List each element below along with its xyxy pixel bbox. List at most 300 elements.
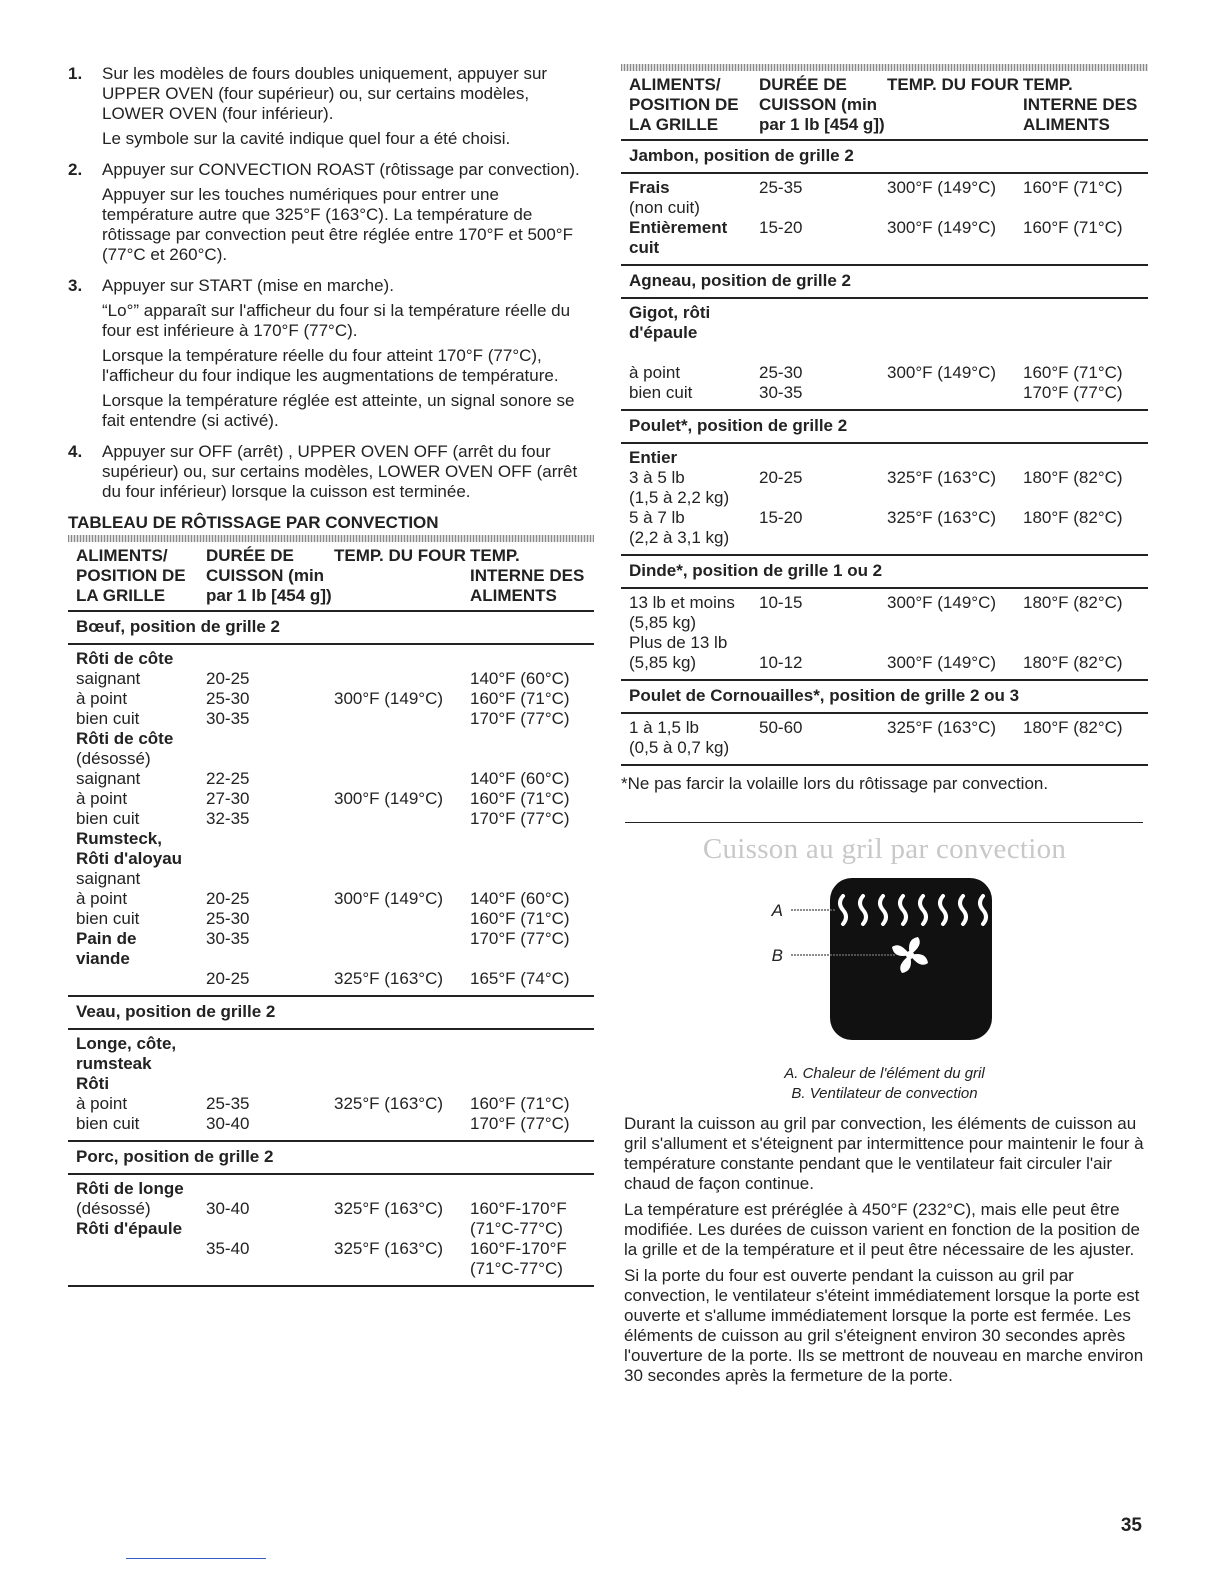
table-cell xyxy=(1023,613,1148,633)
table-cell xyxy=(759,738,887,758)
table-cell xyxy=(887,343,1023,363)
step-text: Lorsque la température réglée est atteinte, un signal sonore se fait entendre (si activé). xyxy=(102,391,575,430)
table-cell: 300°F (149°C) xyxy=(334,889,444,908)
section-title: Cuisson au gril par convection xyxy=(702,833,1067,865)
table-row xyxy=(629,238,1148,258)
table-cell: Plus de 13 lb xyxy=(629,633,728,652)
table-cell: 180°F (82°C) xyxy=(1023,718,1123,737)
table-cell: Gigot, rôti xyxy=(629,303,711,322)
table-section-rows xyxy=(621,299,1148,411)
table-cell xyxy=(76,1259,206,1279)
table-cell: Rôti de longe xyxy=(76,1179,184,1198)
table-cell: 180°F (82°C) xyxy=(1023,653,1123,672)
table-cell xyxy=(887,303,1023,323)
table-cell: bien cuit xyxy=(76,909,140,928)
table-cell xyxy=(206,849,334,869)
table-cell: (0,5 à 0,7 kg) xyxy=(629,738,730,757)
table-row xyxy=(76,829,594,849)
step-number: 4. xyxy=(68,442,83,461)
table-cell: à point xyxy=(76,789,128,808)
table-cell: 25-35 xyxy=(759,178,803,197)
table-cell xyxy=(334,729,470,749)
roast-table-left xyxy=(68,612,594,1287)
table-row xyxy=(76,749,594,769)
step-text: Appuyer sur OFF (arrêt) , UPPER OVEN OFF (arrêt du four supérieur) ou, sur certains modèles, LOWER OVEN OFF (arrêt du four inférieur) lorsque la cuisson est terminée. xyxy=(102,442,578,501)
table-cell: (1,5 à 2,2 kg) xyxy=(629,488,730,507)
table-cell: 170°F (77°C) xyxy=(470,929,570,948)
table-row xyxy=(76,1239,594,1259)
table-cell: 50-60 xyxy=(759,718,803,737)
step-body xyxy=(102,442,594,507)
step-item xyxy=(68,442,594,507)
table-cell xyxy=(759,323,887,343)
table-cell xyxy=(759,633,887,653)
oven-diagram-svg xyxy=(621,878,1148,1056)
table-row xyxy=(76,949,594,969)
step-body xyxy=(102,276,594,436)
table-row xyxy=(76,889,594,909)
table-cell xyxy=(334,909,470,929)
step-item xyxy=(68,64,594,154)
table-cell xyxy=(334,949,470,969)
table-cell: 20-25 xyxy=(759,468,803,487)
table-cell xyxy=(470,869,594,889)
table-row xyxy=(76,649,594,669)
table-cell: saignant xyxy=(76,769,141,788)
caption-b: B. Ventilateur de convection xyxy=(791,1085,978,1102)
table-cell: 300°F (149°C) xyxy=(887,218,997,237)
table-cell xyxy=(334,1054,470,1074)
table-cell: cuit xyxy=(629,238,660,257)
table-row xyxy=(629,528,1148,548)
table-cell: 160°F (71°C) xyxy=(1023,363,1123,382)
table-cell xyxy=(887,198,1023,218)
table-cell: Rôti de côte xyxy=(76,729,174,748)
step-body xyxy=(102,160,594,270)
table-cell: Rôti d'aloyau xyxy=(76,849,183,868)
table-cell xyxy=(334,769,470,789)
table-row xyxy=(629,363,1148,383)
table-cell: 160°F (71°C) xyxy=(470,1094,570,1113)
table-cell: (71°C-77°C) xyxy=(470,1219,563,1238)
table-cell xyxy=(887,738,1023,758)
table-cell xyxy=(334,1179,470,1199)
table-cell xyxy=(334,649,470,669)
table-cell: 160°F (71°C) xyxy=(470,689,570,708)
table-cell xyxy=(470,849,594,869)
table-cell: (désossé) xyxy=(76,1199,151,1218)
label-b: B xyxy=(771,946,783,965)
table-cell xyxy=(206,1034,334,1054)
table-cell xyxy=(759,238,887,258)
table-cell xyxy=(334,849,470,869)
table-row xyxy=(76,809,594,829)
table-cell xyxy=(1023,198,1148,218)
table-cell xyxy=(334,709,470,729)
table-cell: 10-12 xyxy=(759,653,803,672)
table-row xyxy=(629,738,1148,758)
header-foods: ALIMENTS/ POSITION DE LA GRILLE xyxy=(629,75,739,134)
table-section-rows xyxy=(621,589,1148,681)
table-cell: 27-30 xyxy=(206,789,250,808)
table-cell: bien cuit xyxy=(76,709,140,728)
table-cell: 22-25 xyxy=(206,769,250,788)
table-cell xyxy=(206,649,334,669)
table-row xyxy=(76,1199,594,1219)
table-cell: 300°F (149°C) xyxy=(334,689,444,708)
table-row xyxy=(629,633,1148,653)
page-number: 35 xyxy=(1120,1515,1142,1536)
step-number: 3. xyxy=(68,276,83,295)
table-cell xyxy=(1023,528,1148,548)
table-cell xyxy=(334,1034,470,1054)
figure-caption xyxy=(621,1064,1148,1104)
table-cell: saignant xyxy=(76,869,141,888)
header-internal-temp: TEMP. INTERNE DES ALIMENTS xyxy=(470,546,585,605)
table-cell xyxy=(759,528,887,548)
table-cell xyxy=(759,488,887,508)
table-cell: 300°F (149°C) xyxy=(887,178,997,197)
table-section-title: Agneau, position de grille 2 xyxy=(621,266,1148,299)
header-oven-temp: TEMP. DU FOUR xyxy=(887,75,1019,94)
table-cell xyxy=(470,649,594,669)
table-row xyxy=(76,789,594,809)
table-cell xyxy=(334,869,470,889)
table-cell: 13 lb et moins xyxy=(629,593,735,612)
table-section-rows xyxy=(68,1175,594,1287)
table-cell xyxy=(206,729,334,749)
table-row xyxy=(76,1094,594,1114)
table-cell: bien cuit xyxy=(76,809,140,828)
table-cell: (5,85 kg) xyxy=(629,653,697,672)
table-cell: 180°F (82°C) xyxy=(1023,593,1123,612)
table-row xyxy=(76,1034,594,1054)
table-cell: Rôti xyxy=(76,1074,110,1093)
table-cell: 10-15 xyxy=(759,593,803,612)
table-cell xyxy=(887,323,1023,343)
table-cell: 30-40 xyxy=(206,1114,250,1133)
step-text: Appuyer sur CONVECTION ROAST (rôtissage par convection). xyxy=(102,160,580,179)
table-row xyxy=(76,869,594,889)
table-cell: 170°F (77°C) xyxy=(470,1114,570,1133)
step-number: 2. xyxy=(68,160,83,179)
table-cell xyxy=(334,1114,470,1134)
table-row xyxy=(629,653,1148,673)
table-cell xyxy=(76,969,206,989)
table-cell: à point xyxy=(76,689,128,708)
table-row xyxy=(629,488,1148,508)
table-section-title: Jambon, position de grille 2 xyxy=(621,141,1148,174)
table-title: TABLEAU DE RÔTISSAGE PAR CONVECTION xyxy=(68,513,439,532)
table-section-title: Poulet*, position de grille 2 xyxy=(621,411,1148,444)
table-cell xyxy=(334,749,470,769)
table-row xyxy=(629,593,1148,613)
table-cell: 1 à 1,5 lb xyxy=(629,718,699,737)
table-cell xyxy=(470,1074,594,1094)
table-cell: 15-20 xyxy=(759,218,803,237)
table-cell: 300°F (149°C) xyxy=(887,653,997,672)
table-cell: 20-25 xyxy=(206,969,250,988)
table-cell: 160°F (71°C) xyxy=(1023,178,1123,197)
label-a: A xyxy=(771,901,783,920)
step-text: Appuyer sur les touches numériques pour entrer une température autre que 325°F (163°C). La température de rôtissage par convection peut être réglée entre 170°F et 500°F (77°C et 260°C). xyxy=(102,185,573,264)
table-header-left xyxy=(68,542,594,612)
table-cell xyxy=(759,343,887,363)
table-row xyxy=(629,718,1148,738)
table-row xyxy=(629,198,1148,218)
table-cell xyxy=(206,869,334,889)
table-cell: Entier xyxy=(629,448,678,467)
table-cell: (5,85 kg) xyxy=(629,613,697,632)
table-cell: 325°F (163°C) xyxy=(334,1199,444,1218)
table-cell: d'épaule xyxy=(629,323,698,342)
table-cell xyxy=(206,949,334,969)
table-cell xyxy=(887,488,1023,508)
table-cell: saignant xyxy=(76,669,141,688)
table-cell xyxy=(470,729,594,749)
table-row xyxy=(76,669,594,689)
table-cell xyxy=(334,1074,470,1094)
bottom-rule xyxy=(126,1558,266,1559)
broil-diagram xyxy=(621,878,1148,1056)
table-section-title: Dinde*, position de grille 1 ou 2 xyxy=(621,556,1148,589)
table-cell xyxy=(206,829,334,849)
table-cell xyxy=(470,1054,594,1074)
table-cell: 20-25 xyxy=(206,669,250,688)
table-cell: 170°F (77°C) xyxy=(1023,383,1123,402)
table-cell xyxy=(1023,323,1148,343)
table-cell xyxy=(334,809,470,829)
table-row xyxy=(629,323,1148,343)
table-cell xyxy=(334,1219,470,1239)
table-cell: 30-35 xyxy=(206,929,250,948)
table-section-rows xyxy=(621,714,1148,766)
oven-cavity xyxy=(830,878,992,1040)
table-cell: 170°F (77°C) xyxy=(470,709,570,728)
table-row xyxy=(76,729,594,749)
table-cell xyxy=(206,1259,334,1279)
table-cell: 325°F (163°C) xyxy=(887,508,997,527)
table-row xyxy=(629,343,1148,363)
table-cell: 325°F (163°C) xyxy=(887,468,997,487)
table-cell xyxy=(206,1074,334,1094)
table-cell xyxy=(1023,448,1148,468)
table-section-rows xyxy=(621,174,1148,266)
table-cell: 325°F (163°C) xyxy=(334,969,444,988)
right-column xyxy=(621,64,1148,1386)
table-cell: 160°F (71°C) xyxy=(1023,218,1123,237)
section-divider xyxy=(625,822,1143,823)
table-cell xyxy=(1023,738,1148,758)
table-cell: Frais xyxy=(629,178,670,197)
table-row xyxy=(76,1074,594,1094)
table-cell: rumsteak xyxy=(76,1054,152,1073)
header-duration: DURÉE DE CUISSON (min par 1 lb [454 g]) xyxy=(759,75,885,134)
table-cell: Rôti d'épaule xyxy=(76,1219,183,1238)
table-cell: (non cuit) xyxy=(629,198,700,217)
table-row xyxy=(629,468,1148,488)
table-cell: 25-35 xyxy=(206,1094,250,1113)
table-row xyxy=(76,849,594,869)
table-cell: (2,2 à 3,1 kg) xyxy=(629,528,730,547)
footnote: *Ne pas farcir la volaille lors du rôtissage par convection. xyxy=(621,774,1049,793)
table-section-rows xyxy=(621,444,1148,556)
table-cell: 20-25 xyxy=(206,889,250,908)
table-row xyxy=(629,303,1148,323)
table-cell: Longe, côte, xyxy=(76,1034,177,1053)
table-cell xyxy=(1023,343,1148,363)
header-duration: DURÉE DE CUISSON (min par 1 lb [454 g]) xyxy=(206,546,332,605)
table-cell xyxy=(887,448,1023,468)
table-cell xyxy=(206,1179,334,1199)
table-cell xyxy=(887,528,1023,548)
table-row xyxy=(629,218,1148,238)
table-cell xyxy=(76,1239,206,1259)
step-text: “Lo°” apparaît sur l'afficheur du four si la température réelle du four est inférieure à 170°F (77°C). xyxy=(102,301,571,340)
header-foods: ALIMENTS/ POSITION DE LA GRILLE xyxy=(76,546,186,605)
table-cell: (71°C-77°C) xyxy=(470,1259,563,1278)
table-cell: 25-30 xyxy=(759,363,803,382)
table-cell: 140°F (60°C) xyxy=(470,669,570,688)
table-cell: 140°F (60°C) xyxy=(470,769,570,788)
table-cell: 300°F (149°C) xyxy=(887,593,997,612)
table-cell: Entièrement xyxy=(629,218,728,237)
step-item xyxy=(68,160,594,270)
table-section-rows xyxy=(68,1030,594,1142)
table-cell: Rôti de côte xyxy=(76,649,174,668)
caption-a: A. Chaleur de l'élément du gril xyxy=(784,1065,985,1082)
table-row xyxy=(629,178,1148,198)
table-cell: 25-30 xyxy=(206,689,250,708)
table-cell: 160°F-170°F xyxy=(470,1239,567,1258)
table-cell xyxy=(1023,303,1148,323)
table-cell xyxy=(629,343,759,363)
table-cell: 30-40 xyxy=(206,1199,250,1218)
table-row xyxy=(76,689,594,709)
table-cell: 325°F (163°C) xyxy=(887,718,997,737)
table-cell: 3 à 5 lb xyxy=(629,468,685,487)
table-cell xyxy=(470,949,594,969)
left-column xyxy=(68,64,594,1287)
table-cell xyxy=(334,929,470,949)
header-internal-temp: TEMP. INTERNE DES ALIMENTS xyxy=(1023,75,1138,134)
table-cell: 180°F (82°C) xyxy=(1023,468,1123,487)
step-text: Sur les modèles de fours doubles uniquement, appuyer sur UPPER OVEN (four supérieur) ou, sur certains modèles, LOWER OVEN (four inférieur). xyxy=(102,64,548,123)
table-row xyxy=(76,769,594,789)
table-cell: Rumsteck, xyxy=(76,829,162,848)
table-cell xyxy=(470,749,594,769)
table-cell: à point xyxy=(629,363,681,382)
table-cell: 30-35 xyxy=(206,709,250,728)
table-row xyxy=(76,909,594,929)
table-cell: bien cuit xyxy=(629,383,693,402)
table-cell: 325°F (163°C) xyxy=(334,1094,444,1113)
table-row xyxy=(76,1054,594,1074)
table-cell xyxy=(759,303,887,323)
table-cell xyxy=(470,1179,594,1199)
table-cell: viande xyxy=(76,949,130,968)
table-row xyxy=(76,1259,594,1279)
table-row xyxy=(76,969,594,989)
table-row xyxy=(76,929,594,949)
table-row xyxy=(76,1114,594,1134)
table-cell: 180°F (82°C) xyxy=(1023,508,1123,527)
table-row xyxy=(629,613,1148,633)
table-row xyxy=(76,1219,594,1239)
table-cell xyxy=(1023,633,1148,653)
table-section-title: Poulet de Cornouailles*, position de grille 2 ou 3 xyxy=(621,681,1148,714)
table-section-title: Bœuf, position de grille 2 xyxy=(68,612,594,645)
table-section-rows xyxy=(68,645,594,997)
table-cell: 30-35 xyxy=(759,383,803,402)
roast-table-right xyxy=(621,141,1148,766)
table-cell xyxy=(887,383,1023,403)
table-cell xyxy=(759,448,887,468)
step-body xyxy=(102,64,594,154)
table-row xyxy=(629,448,1148,468)
table-row xyxy=(629,383,1148,403)
table-cell: à point xyxy=(76,1094,128,1113)
table-row xyxy=(629,508,1148,528)
step-number: 1. xyxy=(68,64,83,83)
table-cell: 32-35 xyxy=(206,809,250,828)
table-cell xyxy=(887,613,1023,633)
table-cell: 35-40 xyxy=(206,1239,250,1258)
table-cell: 5 à 7 lb xyxy=(629,508,685,527)
table-section-title: Veau, position de grille 2 xyxy=(68,997,594,1030)
table-row xyxy=(76,1179,594,1199)
paragraph: Durant la cuisson au gril par convection, les éléments de cuisson au gril s'allument et s'éteignent par intermittence pour maintenir le four à température constante pendant que le ventilateur fait circuler l'air chaud de façon continue. xyxy=(624,1114,1144,1193)
table-cell xyxy=(887,238,1023,258)
table-cell xyxy=(470,829,594,849)
table-cell xyxy=(1023,488,1148,508)
table-cell: 15-20 xyxy=(759,508,803,527)
table-cell: 325°F (163°C) xyxy=(334,1239,444,1258)
table-cell: à point xyxy=(76,889,128,908)
table-cell xyxy=(1023,238,1148,258)
table-cell xyxy=(470,1034,594,1054)
table-cell xyxy=(206,1054,334,1074)
table-cell xyxy=(887,633,1023,653)
table-hatch-divider xyxy=(621,64,1148,71)
table-hatch-divider xyxy=(68,535,594,542)
table-cell: Pain de xyxy=(76,929,137,948)
table-cell xyxy=(206,749,334,769)
table-cell: 300°F (149°C) xyxy=(887,363,997,382)
step-text: Appuyer sur START (mise en marche). xyxy=(102,276,394,295)
table-cell xyxy=(334,829,470,849)
table-cell: 140°F (60°C) xyxy=(470,889,570,908)
paragraph: La température est préréglée à 450°F (232°C), mais elle peut être modifiée. Les durées de cuisson varient en fonction de la position de la grille et de la température et il peut être nécessaire de les ajuster. xyxy=(624,1200,1140,1259)
table-cell xyxy=(206,1219,334,1239)
step-item xyxy=(68,276,594,436)
table-cell: bien cuit xyxy=(76,1114,140,1133)
table-cell: 160°F (71°C) xyxy=(470,909,570,928)
table-cell xyxy=(334,1259,470,1279)
table-cell: 160°F (71°C) xyxy=(470,789,570,808)
table-header-right xyxy=(621,71,1148,141)
table-cell: (désossé) xyxy=(76,749,151,768)
table-cell: 170°F (77°C) xyxy=(470,809,570,828)
step-text: Lorsque la température réelle du four atteint 170°F (77°C), l'afficheur du four indique les augmentations de température. xyxy=(102,346,559,385)
table-cell: 165°F (74°C) xyxy=(470,969,570,988)
table-cell xyxy=(759,198,887,218)
step-text: Le symbole sur la cavité indique quel four a été choisi. xyxy=(102,129,511,148)
table-cell xyxy=(334,669,470,689)
paragraph: Si la porte du four est ouverte pendant la cuisson au gril par convection, le ventilateur s'éteint immédiatement lorsque la porte est ouverte et s'allume immédiatement lorsque la porte est fermée. Les éléments de cuisson au gril s'éteignent environ 30 secondes après l'ouverture de la porte. Ils se mettront de nouveau en marche environ 30 secondes après la fermeture de la porte. xyxy=(624,1266,1144,1385)
table-cell: 300°F (149°C) xyxy=(334,789,444,808)
table-section-title: Porc, position de grille 2 xyxy=(68,1142,594,1175)
